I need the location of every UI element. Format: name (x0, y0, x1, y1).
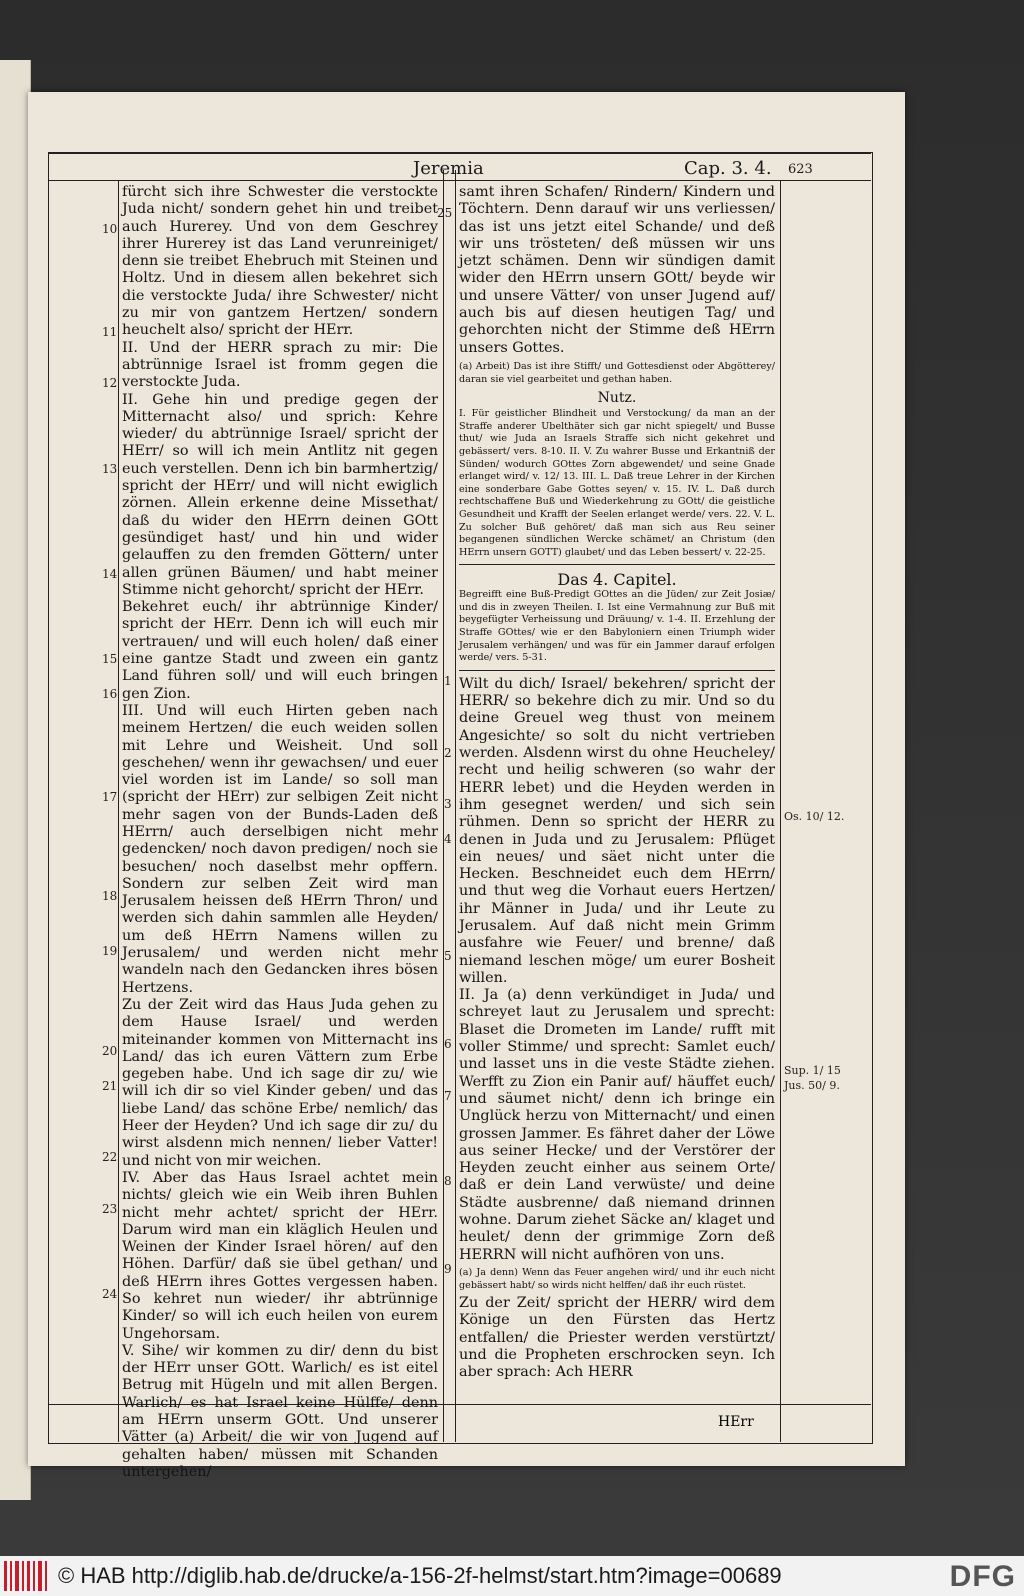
verse-number: 10 (102, 222, 118, 236)
footnote: (a) Arbeit) Das ist ihre Stifft/ und Gottesdienst oder Abgötterey/ daran sie viel gearbeitet und gethan haben. (459, 360, 775, 385)
footnote: (a) Ja denn) Wenn das Feuer angehen wird/ und ihr euch nicht gebässert habt/ so wirds nicht helffen/ daß ihr euch rüstet. (459, 1266, 775, 1291)
verse-number: 18 (102, 889, 118, 903)
verse-number: 12 (102, 376, 118, 390)
verse-number: 7 (444, 1089, 452, 1103)
paragraph: fürcht sich ihre Schwester die verstockte Juda nicht/ sondern gehet hin und treibet auch Hurerey. Und von dem Geschrey ihrer Hurerey ist das Land verunreiniget/ denn sie treibet Ehebruch mit Steinen und Holtz. Und in diesem allen bekehret sich die verstockte Juda/ ihre Schwester/ nicht zu mir von gantzem Hertzen/ sondern heuchelt also/ spricht der HErr. (122, 184, 438, 339)
verse-number: 23 (102, 1202, 118, 1216)
paragraph: Zu der Zeit/ spricht der HERR/ wird dem Könige un den Fürsten das Hertz entfallen/ die Priester werden verstürtzt/ und die Propheten erschrocken seyn. Ich aber sprach: Ach HERR (459, 1295, 775, 1381)
margin-reference: Os. 10/ 12. (784, 810, 845, 823)
paragraph: Bekehret euch/ ihr abtrünnige Kinder/ spricht der HErr. Denn ich will euch mir vertrauen/ und will euch holen/ daß einer eine gantze Stadt und zween ein gantz Land führen soll/ und will euch bringen gen Zion. (122, 599, 438, 702)
chapter-summary: Begreifft eine Buß-Predigt GOttes an die Jüden/ zur Zeit Josiæ/ und dis in zweyen Theilen. I. Ist eine Vermahnung zur Buß mit beygefügter Verheissung und Dräuung/ v. 1-4. II. Erzehlung der Straffe GOttes/ wie er den Babyloniern einen Triumph wider Jerusalem verhängen/ und was für ein Jammer darauf erfolgen werde/ vers. 5-31. (459, 589, 775, 664)
paragraph: II. Gehe hin und predige gegen der Mitternacht also/ und sprich: Kehre wieder/ du abtrünnige Israel/ spricht der HErr/ so will ich mein Antlitz nit gegen euch verstellen. Denn ich bin barmhertzig/ spricht der HErr/ und will nicht ewiglich zörnen. Allein erkenne deine Missethat/ daß du wider den HErrn deinen GOtt gesündiget hast/ und hin und wider gelauffen zu den fremden Göttern/ unter allen grünen Bäumen/ und habt meiner Stimme nicht gehorcht/ spricht der HErr. (122, 391, 438, 598)
paragraph: IV. Aber das Haus Israel achtet mein nichts/ gleich wie ein Weib ihren Buhlen nicht mehr achtet/ spricht der HErr. Darum wird man ein kläglich Heulen und Weinen der Kinder Israel hören/ auf den Höhen. Darfür/ daß sie übel gethan/ und deß HErrn ihres Gottes vergessen haben. So kehret nun wieder/ ihr abtrünnige Kinder/ so will ich euch heilen von eurem Ungehorsam. (122, 1169, 438, 1342)
verse-number: 11 (102, 325, 118, 339)
previous-page-edge (0, 60, 31, 1500)
credit-link[interactable]: © HAB http://diglib.hab.de/drucke/a-156-2f-helmst/start.htm?image=00689 (58, 1563, 782, 1588)
verse-number: 19 (102, 944, 118, 958)
verse-number: 24 (102, 1287, 118, 1301)
footer-bar (0, 1556, 1024, 1596)
nutz-text: I. Für geistlicher Blindheit und Verstockung/ da man an der Straffe anderer Ubelthäter sich gar nicht spiegelt/ und Busse thut/ wie Juda an Israels Straffe sich nicht gekehret und gebässert/ vers. 8-10. II. V. Zu wahrer Busse und Erkantniß der Sünden/ wodurch GOttes Zorn abgewendet/ und seine Gnade erlanget wird/ v. 12/ 13. III. L. Daß treue Lehrer in der Kirchen eine sonderbare Gabe Gottes seyen/ v. 15. IV. L. Daß durch rechtschaffene Buß und Wiederkehrung zu GOtt/ die geistliche Gesundheit und Krafft der Seelen erlanget werde/ vers. 22. V. L. Zu solcher Buß gehöret/ daß man sich aus Reu seiner begangenen sündlichen Wercke schämet/ an Christum (den HErrn unsern GOTT) glaubet/ und das Leben bessert/ v. 22-25. (459, 408, 775, 558)
right-column (459, 184, 775, 1399)
column-divider-right (455, 170, 456, 1442)
verse-number: 1 (444, 674, 452, 688)
verse-number: 15 (102, 652, 118, 666)
verse-number: 8 (444, 1174, 452, 1188)
hab-logo-icon (4, 1561, 48, 1591)
verse-number: 2 (444, 746, 452, 760)
paragraph: II. Ja (a) denn verkündiget in Juda/ und schreyet laut zu Jerusalem und sprecht: Blaset die Drometen im Lande/ rufft mit voller Stimme/ und sprecht: Samlet euch/ und lasset uns in die veste Städte ziehen. Werfft zu Zion ein Panir auf/ häuffet euch/ und säumet nicht/ denn ich bringe ein Unglück herzu von Mitternacht/ und einen grossen Jammer. Es fähret daher der Löwe aus seiner Hecke/ und der Verstörer der Heyden zeucht einher aus seinem Orte/ daß er dein Land verwüste/ und deine Städte ausbrenne/ daß niemand drinnen wohne. Darum ziehet Säcke an/ klaget und heulet/ denn der grimmige Zorn deß HERRN will nicht aufhören von uns. (459, 987, 775, 1263)
paragraph: II. Und der HERR sprach zu mir: Die abtrünnige Israel ist fromm gegen die verstockte Juda. (122, 339, 438, 391)
right-margin-rule (780, 180, 781, 1442)
book-page (28, 92, 905, 1480)
verse-number: 20 (102, 1044, 118, 1058)
verse-number: 13 (102, 462, 118, 476)
catchword: HErr (718, 1414, 754, 1430)
running-head-book: Jeremia (413, 158, 484, 179)
dfg-logo: DFG (949, 1560, 1016, 1593)
chapter-heading: Das 4. Capitel. (557, 570, 677, 590)
margin-reference: Sup. 1/ 15 (784, 1064, 841, 1077)
margin-reference: Jus. 50/ 9. (784, 1079, 840, 1092)
section-rule (459, 564, 775, 565)
paragraph: V. Sihe/ wir kommen zu dir/ denn du bist der HErr unser GOtt. Warlich/ es ist eitel Betrug mit Hügeln und mit allen Bergen. Warlich/ es hat Israel keine Hülffe/ denn am HErrn unserm GOtt. Und unserer Vätter (a) Arbeit/ die wir von Jugend auf gehalten haben/ müssen mit Schanden untergehen/ (122, 1342, 438, 1480)
paragraph: Wilt du dich/ Israel/ bekehren/ spricht der HERR/ so bekehre dich zu mir. Und so du deine Greuel weg thust von meinem Angesichte/ so solt du nicht vertrieben werden. Alsdenn wirst du ohne Heucheley/ recht und heilig schweren (so wahr der HERR lebet) und die Heyden werden in ihm gesegnet werden/ und sich sein rühmen. Denn so spricht der HERR zu denen in Juda und zu Jerusalem: Pflüget ein neues/ und säet nicht unter die Hecken. Beschneidet euch dem HErrn/ und thut weg die Vorhaut euers Hertzen/ ihr Männer in Juda/ und ihr Leute zu Jerusalem. Auf daß nicht mein Grimm ausfahre wie Feuer/ und brenne/ daß niemand leschen möge/ um eurer Bosheit willen. (459, 675, 775, 986)
verse-number: 5 (444, 949, 452, 963)
verse-number: 9 (444, 1262, 452, 1276)
paragraph: Zu der Zeit wird das Haus Juda gehen zu dem Hause Israel/ und werden miteinander kommen von Mitternacht ins Land/ das ich euren Vättern zum Erbe gegeben habe. Und ich sage dir zu/ wie will ich dir so viel Kinder geben/ und das liebe Land/ das schöne Erbe/ nemlich/ das Heer der Heyden? Und ich sage dir zu/ du wirst alsdenn mich nennen/ lieber Vatter! und nicht von mir weichen. (122, 996, 438, 1169)
running-head-chapter: Cap. 3. 4. (684, 158, 772, 179)
page-number: 623 (788, 162, 813, 177)
header-rule (48, 152, 871, 154)
left-margin-rule (118, 180, 119, 1442)
header-underline (48, 180, 871, 181)
verse-number: 16 (102, 687, 118, 701)
verse-number: 22 (102, 1150, 118, 1164)
verse-number: 21 (102, 1079, 118, 1093)
verse-number: 6 (444, 1037, 452, 1051)
paragraph: III. Und will euch Hirten geben nach meinem Hertzen/ die euch weiden sollen mit Lehre und Weisheit. Und soll geschehen/ wenn ihr gewachsen/ und euer viel worden ist im Lande/ so soll man (spricht der HErr) zur selbigen Zeit nicht mehr sagen von der Bunds-Laden deß HErrn/ auch derselbigen nicht mehr gedencken/ noch davon predigen/ noch sie besuchen/ noch daselbst mehr opffern. Sondern zur selben Zeit wird man Jerusalem heissen deß HErrn Thron/ und werden sich dahin sammlen alle Heyden/ um deß HErrn Namens willen zu Jerusalem/ und werden nicht mehr wandeln nach den Gedancken ihres bösen Hertzens. (122, 702, 438, 996)
left-column (122, 184, 438, 1480)
verse-number: 3 (444, 797, 452, 811)
section-rule (459, 670, 775, 671)
verse-number: 25 (437, 206, 453, 220)
verse-number: 4 (444, 832, 452, 846)
paragraph: samt ihren Schafen/ Rindern/ Kindern und Töchtern. Denn darauf wir uns verliessen/ das ist uns jetzt eitel Schande/ und deß wir uns trösteten/ deß müssen wir uns jetzt schämen. Denn wir sündigen damit wider den HErrn unsern GOtt/ beyde wir und unsere Vätter/ von unser Jugend auf/ auch bis auf diesen heutigen Tag/ und gehorchten nicht der Stimme deß HErrn unsers Gottes. (459, 184, 775, 356)
verse-number: 14 (102, 567, 118, 581)
nutz-heading: Nutz. (597, 390, 637, 407)
verse-number: 17 (102, 790, 118, 804)
